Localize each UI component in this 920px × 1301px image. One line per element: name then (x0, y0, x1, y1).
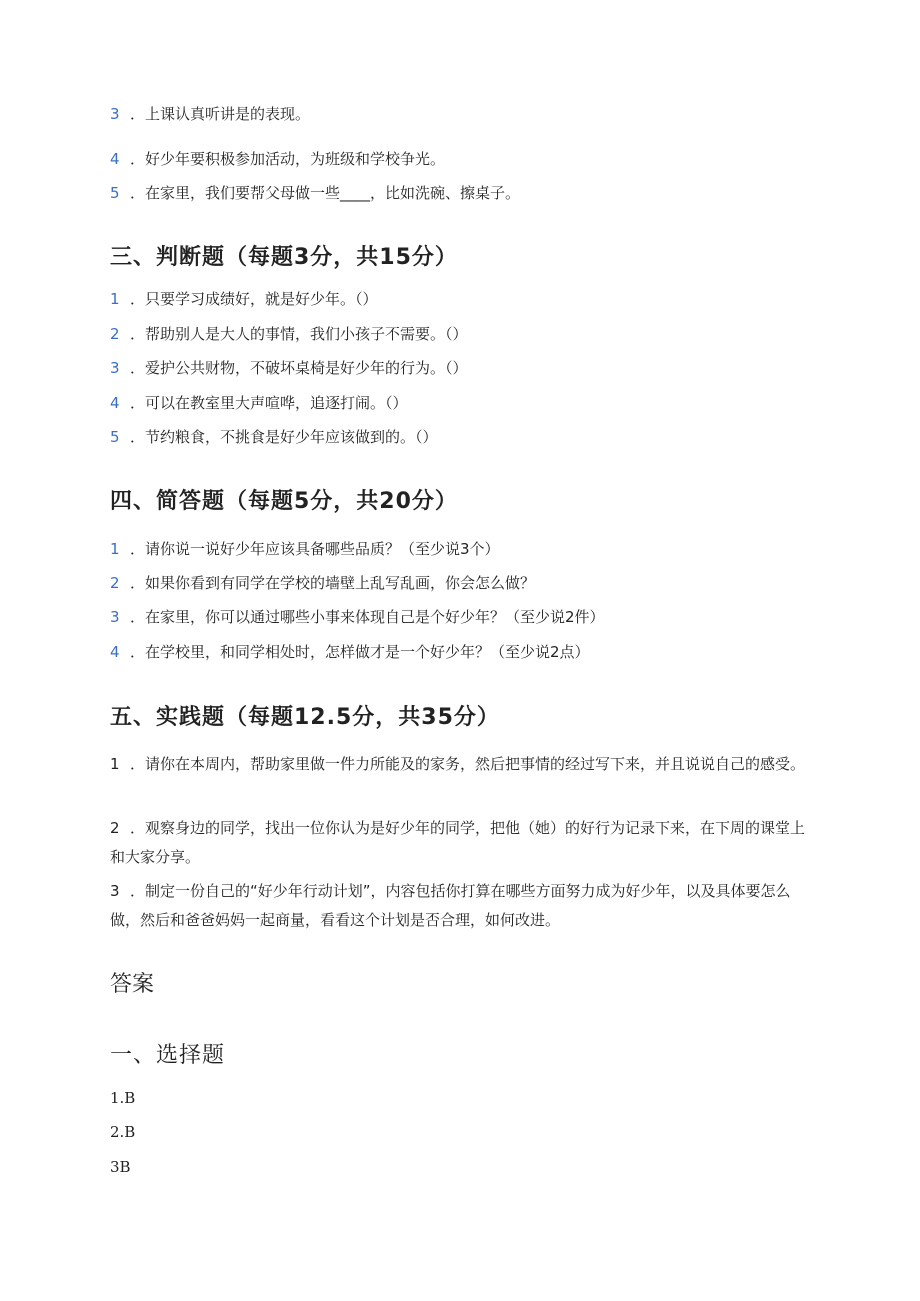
section-title-practice: 五、实践题（每题12.5分，共35分） (110, 705, 500, 730)
fill-item-5 (110, 183, 520, 203)
short-answer-item-3 (110, 607, 605, 627)
answer-item: 1.B (110, 1089, 136, 1107)
item-number: 3 (110, 359, 120, 377)
practice-item-2 (110, 814, 810, 872)
item-text: ．如果你看到有同学在学校的墙壁上乱写乱画，你会怎么做？ (130, 574, 536, 592)
item-number: 2 (110, 574, 120, 592)
item-number: 3 (110, 608, 120, 626)
item-text: ．可以在教室里大声喧哗，追逐打闹。（） (130, 394, 408, 412)
item-text: ．在学校里，和同学相处时，怎样做才是一个好少年？（至少说2点） (130, 643, 590, 661)
short-answer-item-4 (110, 642, 590, 662)
item-number: 3 (110, 882, 120, 900)
item-text: ．上课认真听讲是的表现。 (130, 105, 311, 123)
judgement-item-4 (110, 393, 408, 413)
item-number: 4 (110, 394, 120, 412)
short-answer-item-2 (110, 573, 535, 593)
answers-section-title: 一、选择题 (110, 1043, 226, 1068)
item-text: ．制定一份自己的“好少年行动计划”，内容包括你打算在哪些方面努力成为好少年，以及具体要怎么做，然后和爸爸妈妈一起商量，看看这个计划是否合理，如何改进。 (110, 882, 791, 929)
item-number: 3 (110, 105, 120, 123)
judgement-item-3 (110, 358, 468, 378)
item-number: 1 (110, 540, 120, 558)
answer-item: 2.B (110, 1123, 136, 1141)
answers-title: 答案 (110, 972, 155, 997)
practice-item-1 (110, 750, 810, 779)
item-number: 2 (110, 325, 120, 343)
practice-item-3 (110, 877, 810, 935)
item-text: ．请你说一说好少年应该具备哪些品质？（至少说3个） (130, 540, 500, 558)
item-number: 5 (110, 428, 120, 446)
item-text: ．帮助别人是大人的事情，我们小孩子不需要。（） (130, 325, 468, 343)
item-number: 5 (110, 184, 120, 202)
item-number: 2 (110, 819, 120, 837)
item-number: 1 (110, 290, 120, 308)
item-number: 4 (110, 643, 120, 661)
item-text: ．好少年要积极参加活动，为班级和学校争光。 (130, 150, 446, 168)
item-text: ．节约粮食，不挑食是好少年应该做到的。（） (130, 428, 438, 446)
item-text: ．爱护公共财物，不破坏桌椅是好少年的行为。（） (130, 359, 468, 377)
judgement-item-1 (110, 289, 378, 309)
judgement-item-5 (110, 427, 438, 447)
item-text: ．在家里，我们要帮父母做一些____，比如洗碗、擦桌子。 (130, 184, 521, 202)
item-text: ．请你在本周内，帮助家里做一件力所能及的家务，然后把事情的经过写下来，并且说说自己的感受。 (130, 755, 806, 773)
fill-item-4 (110, 149, 445, 169)
answer-item: 3B (110, 1158, 131, 1176)
section-title-judgement: 三、判断题（每题3分，共15分） (110, 245, 458, 270)
item-text: ．只要学习成绩好，就是好少年。（） (130, 290, 378, 308)
item-number: 4 (110, 150, 120, 168)
section-title-short-answer: 四、简答题（每题5分，共20分） (110, 489, 458, 514)
item-text: ．在家里，你可以通过哪些小事来体现自己是个好少年？（至少说2件） (130, 608, 605, 626)
fill-item-3 (110, 104, 310, 124)
judgement-item-2 (110, 324, 468, 344)
short-answer-item-1 (110, 539, 500, 559)
item-text: ．观察身边的同学，找出一位你认为是好少年的同学，把他（她）的好行为记录下来，在下周的课堂上和大家分享。 (110, 819, 806, 866)
item-number: 1 (110, 755, 120, 773)
